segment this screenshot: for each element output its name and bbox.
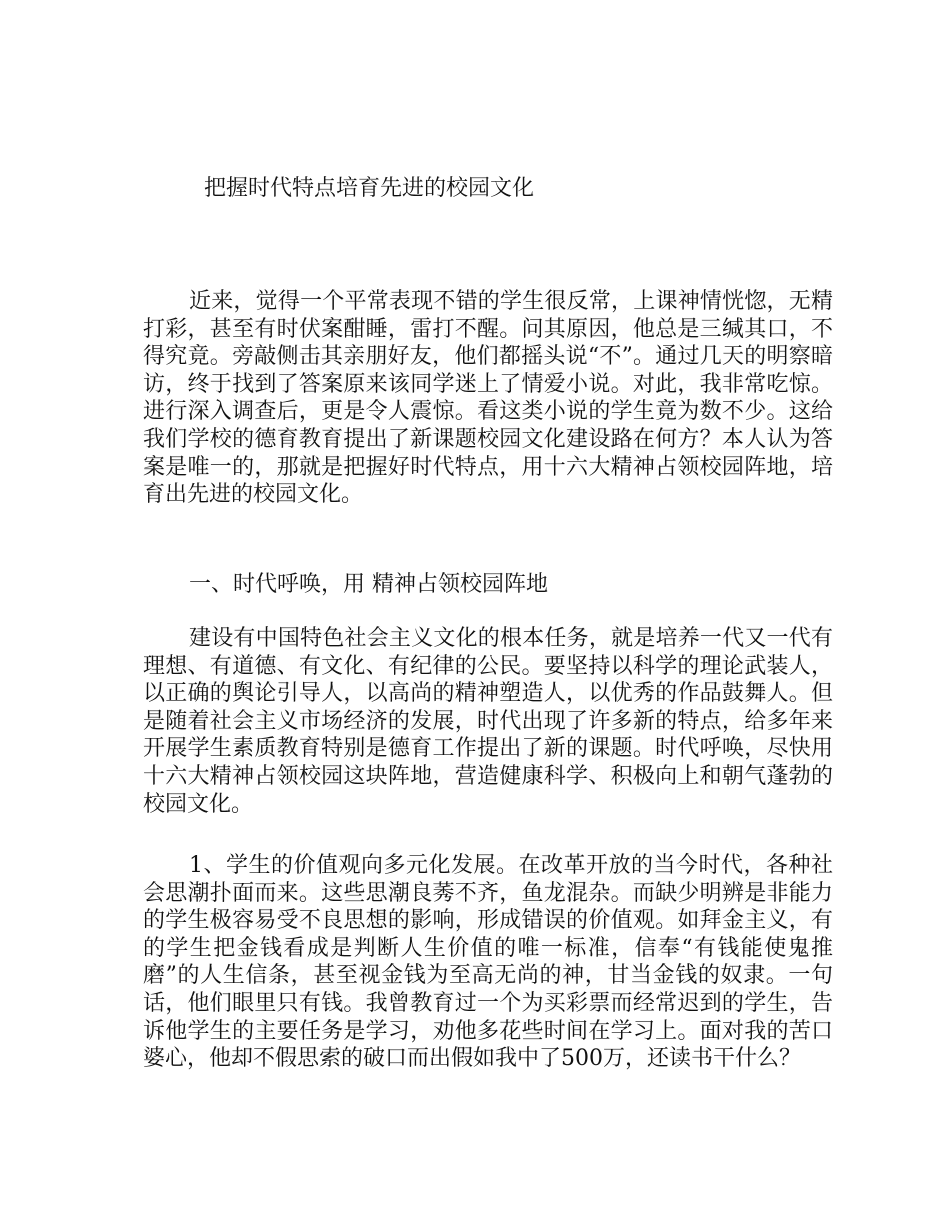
document-title: 把握时代特点培育先进的校园文化 — [204, 176, 535, 201]
paragraph-point-1: 1、学生的价值观向多元化发展。在改革开放的当今时代，各种社会思潮扑面而来。这些思潮良莠不齐，鱼龙混杂。而缺少明辨是非能力的学生极容易受不良思想的影响，形成错误的价值观。如拜金主义，有的学生把金钱看成是判断人生价值的唯一标准，信奉“有钱能使鬼推磨”的人生信条，甚至视金钱为至高无尚的神，甘当金钱的奴隶。一句话，他们眼里只有钱。我曾教育过一个为买彩票而经常迟到的学生，告诉他学生的主要任务是学习，劝他多花些时间在学习上。面对我的苦口婆心，他却不假思索的破口而出假如我中了500万，还读书干什么？ — [143, 853, 833, 1072]
section-heading-1: 一、时代呼唤，用 精神占领校园阵地 — [189, 572, 548, 597]
paragraph-section-1: 建设有中国特色社会主义文化的根本任务，就是培养一代又一代有理想、有道德、有文化、有纪律的公民。要坚持以科学的理论武装人，以正确的舆论引导人，以高尚的精神塑造人，以优秀的作品鼓舞人。但是随着社会主义市场经济的发展，时代出现了许多新的特点，给多年来开展学生素质教育特别是德育工作提出了新的课题。时代呼唤，尽快用十六大精神占领校园这块阵地，营造健康科学、积极向上和朝气蓬勃的校园文化。 — [143, 626, 833, 817]
paragraph-intro: 近来，觉得一个平常表现不错的学生很反常，上课神情恍惚，无精打彩，甚至有时伏案酣睡，雷打不醒。问其原因，他总是三缄其口，不得究竟。旁敲侧击其亲朋好友，他们都摇头说“不”。通过几天的明察暗访，终于找到了答案原来该同学迷上了情爱小说。对此，我非常吃惊。进行深入调查后，更是令人震惊。看这类小说的学生竟为数不少。这给我们学校的德育教育提出了新课题校园文化建设路在何方？本人认为答案是唯一的，那就是把握好时代特点，用十六大精神占领校园阵地，培育出先进的校园文化。 — [143, 289, 833, 508]
